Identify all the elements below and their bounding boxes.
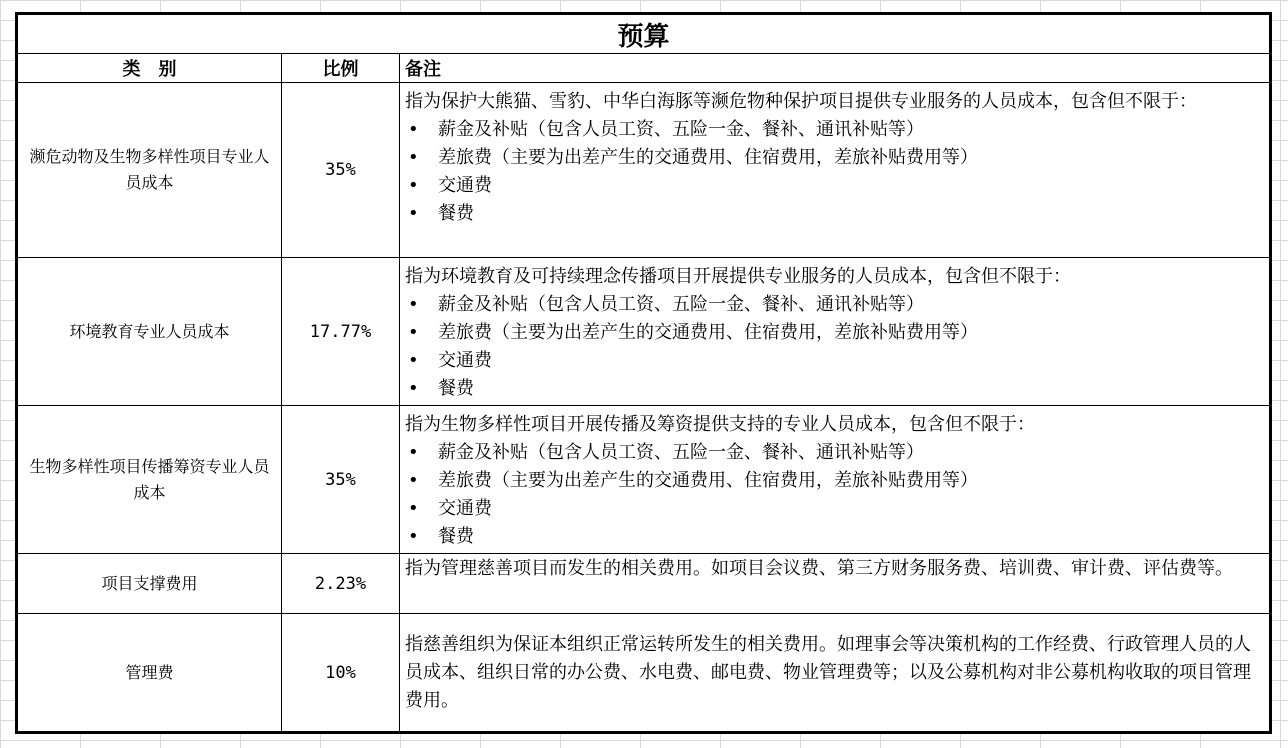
ratio-cell: 35%	[325, 160, 356, 180]
ratio-cell: 17.77%	[309, 321, 372, 342]
remarks-intro: 指慈善组织为保证本组织正常运转所发生的相关费用。如理事会等决策机构的工作经费、行政管理人员的人员成本、组织日常的办公费、水电费、邮电费、物业管理费等；以及公募机构对非公募机构收取的项目管理费用。	[405, 633, 1251, 711]
remarks-cell	[400, 614, 1269, 731]
list-item: • 差旅费（主要为出差产生的交通费用、住宿费用，差旅补贴费用等）	[405, 319, 1263, 347]
bullet-icon: •	[408, 119, 419, 140]
header-category: 类 别	[122, 58, 177, 80]
category-cell: 生物多样性项目传播筹资专业人员成本	[29, 456, 270, 502]
list-item: • 差旅费（主要为出差产生的交通费用、住宿费用，差旅补贴费用等）	[405, 467, 1263, 495]
bullet-icon: •	[408, 350, 419, 371]
bullet-icon: •	[408, 442, 419, 463]
list-item: • 餐费	[405, 200, 1263, 228]
list-item: • 薪金及补贴（包含人员工资、五险一金、餐补、通讯补贴等）	[405, 291, 1263, 319]
list-item: • 交通费	[405, 172, 1263, 200]
bullet-icon: •	[408, 203, 419, 224]
bullet-icon: •	[408, 498, 419, 519]
category-cell: 管理费	[125, 662, 174, 682]
ratio-cell: 10%	[325, 662, 356, 683]
list-item: • 薪金及补贴（包含人员工资、五险一金、餐补、通讯补贴等）	[405, 116, 1263, 144]
bullet-icon: •	[408, 378, 419, 399]
bullet-icon: •	[408, 526, 419, 547]
bullet-icon: •	[408, 294, 419, 315]
bullet-icon: •	[408, 147, 419, 168]
table-title: 预算	[617, 21, 670, 52]
remarks-cell	[400, 554, 1269, 613]
remarks-cell	[400, 83, 1269, 257]
list-item: • 交通费	[405, 495, 1263, 523]
remarks-intro: 指为管理慈善项目而发生的相关费用。如项目会议费、第三方财务服务费、培训费、审计费、评估费等。	[405, 558, 1233, 579]
category-cell: 项目支撑费用	[101, 573, 198, 593]
category-cell: 濒危动物及生物多样性项目专业人员成本	[29, 147, 270, 192]
list-item: • 交通费	[405, 347, 1263, 375]
header-remarks: 备注	[405, 58, 441, 80]
category-cell: 环境教育专业人员成本	[69, 321, 230, 341]
remarks-cell	[400, 406, 1269, 553]
ratio-cell: 2.23%	[314, 573, 367, 594]
list-item: • 差旅费（主要为出差产生的交通费用、住宿费用，差旅补贴费用等）	[405, 144, 1263, 172]
list-item: • 薪金及补贴（包含人员工资、五险一金、餐补、通讯补贴等）	[405, 439, 1263, 467]
remarks-cell	[400, 258, 1269, 405]
remarks-intro: 指为环境教育及可持续理念传播项目开展提供专业服务的人员成本，包含但不限于：	[405, 266, 1071, 287]
budget-table	[15, 12, 1272, 734]
bullet-icon: •	[408, 175, 419, 196]
header-ratio: 比例	[322, 58, 359, 80]
ratio-cell: 35%	[325, 469, 356, 490]
remarks-intro: 指为保护大熊猫、雪豹、中华白海豚等濒危物种保护项目提供专业服务的人员成本，包含但不限于：	[405, 91, 1197, 112]
list-item: • 餐费	[405, 523, 1263, 551]
bullet-icon: •	[408, 322, 419, 343]
list-item: • 餐费	[405, 375, 1263, 403]
remarks-intro: 指为生物多样性项目开展传播及筹资提供支持的专业人员成本，包含但不限于：	[405, 414, 1035, 435]
bullet-icon: •	[408, 470, 419, 491]
